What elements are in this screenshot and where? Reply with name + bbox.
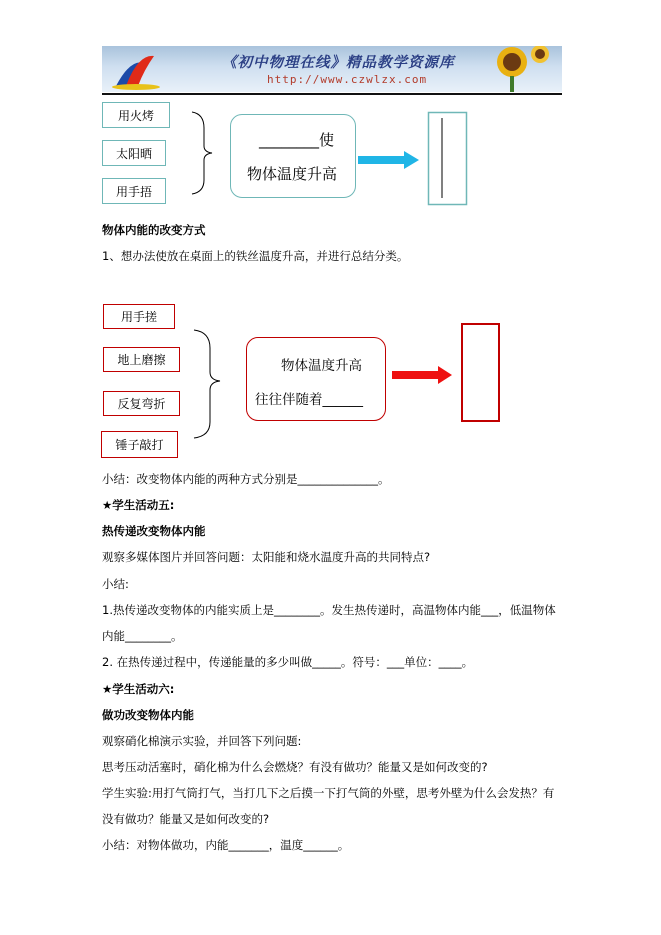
activity-5-summary-label: 小结: xyxy=(102,577,129,591)
source-box-ground-friction: 地上磨擦 xyxy=(103,347,180,372)
banner-title: 《初中物理在线》精品教学资源库 xyxy=(222,55,455,71)
center-box-1 xyxy=(230,114,356,198)
answer-box-1 xyxy=(429,113,467,205)
activity-6-intro: 观察硝化棉演示实验，并回答下列问题: xyxy=(102,734,302,748)
activity-5-item2: 2. 在热传递过程中，传递能量的多少叫做_____。符号：___单位：____。 xyxy=(102,655,474,669)
center-box-1-line2: 物体温度升高 xyxy=(247,165,338,183)
activity-6-summary: 小结：对物体做功，内能_______，温度______。 xyxy=(102,838,350,852)
summary-two-ways: 小结：改变物体内能的两种方式分别是______________。 xyxy=(102,472,390,486)
activity-5-title: ★学生活动五: xyxy=(102,498,175,512)
activity-5-heading: 热传递改变物体内能 xyxy=(102,524,206,538)
activity-5-question: 观察多媒体图片并回答问题：太阳能和烧水温度升高的共同特点? xyxy=(102,550,431,564)
activity-6-heading: 做功改变物体内能 xyxy=(102,708,194,722)
source-box-rub-hands: 用手搓 xyxy=(103,304,175,329)
activity-5-item1-line1: 1.热传递改变物体的内能实质上是________。发生热传递时，高温物体内能___，低温物体 xyxy=(102,603,556,617)
activity-6-title: ★学生活动六: xyxy=(102,682,175,696)
section-task: 1、想办法使放在桌面上的铁丝温度升高，并进行总结分类。 xyxy=(102,249,409,263)
brace-1-icon xyxy=(192,112,212,194)
activity-6-think: 思考压动活塞时，硝化棉为什么会燃烧？有没有做功？能量又是如何改变的? xyxy=(102,760,488,774)
activity-6-experiment-line1: 学生实验:用打气筒打气，当打几下之后摸一下打气筒的外壁，思考外壁为什么会发热？有 xyxy=(102,786,555,800)
center-box-2-line2: 往往伴随着______ xyxy=(255,392,363,408)
source-box-bending: 反复弯折 xyxy=(103,391,180,416)
source-box-hammer: 锤子敲打 xyxy=(101,431,178,458)
center-box-2 xyxy=(246,337,386,421)
activity-6-experiment-line2: 没有做功？能量又是如何改变的? xyxy=(102,812,270,826)
center-box-2-line1: 物体温度升高 xyxy=(281,358,362,374)
source-box-fire: 用火烤 xyxy=(102,102,170,128)
center-box-1-line1: ________使 xyxy=(259,131,335,149)
activity-5-item1-line2: 内能________。 xyxy=(102,629,183,643)
source-box-hand: 用手捂 xyxy=(102,178,166,204)
brace-2-icon xyxy=(194,330,220,438)
arrow-right-2-icon xyxy=(392,366,452,384)
source-box-sun: 太阳晒 xyxy=(102,140,166,166)
banner-url: http://www.czwlzx.com xyxy=(267,73,428,86)
answer-box-2 xyxy=(462,324,499,421)
section-heading-methods: 物体内能的改变方式 xyxy=(102,223,206,237)
arrow-right-1-icon xyxy=(358,151,419,169)
